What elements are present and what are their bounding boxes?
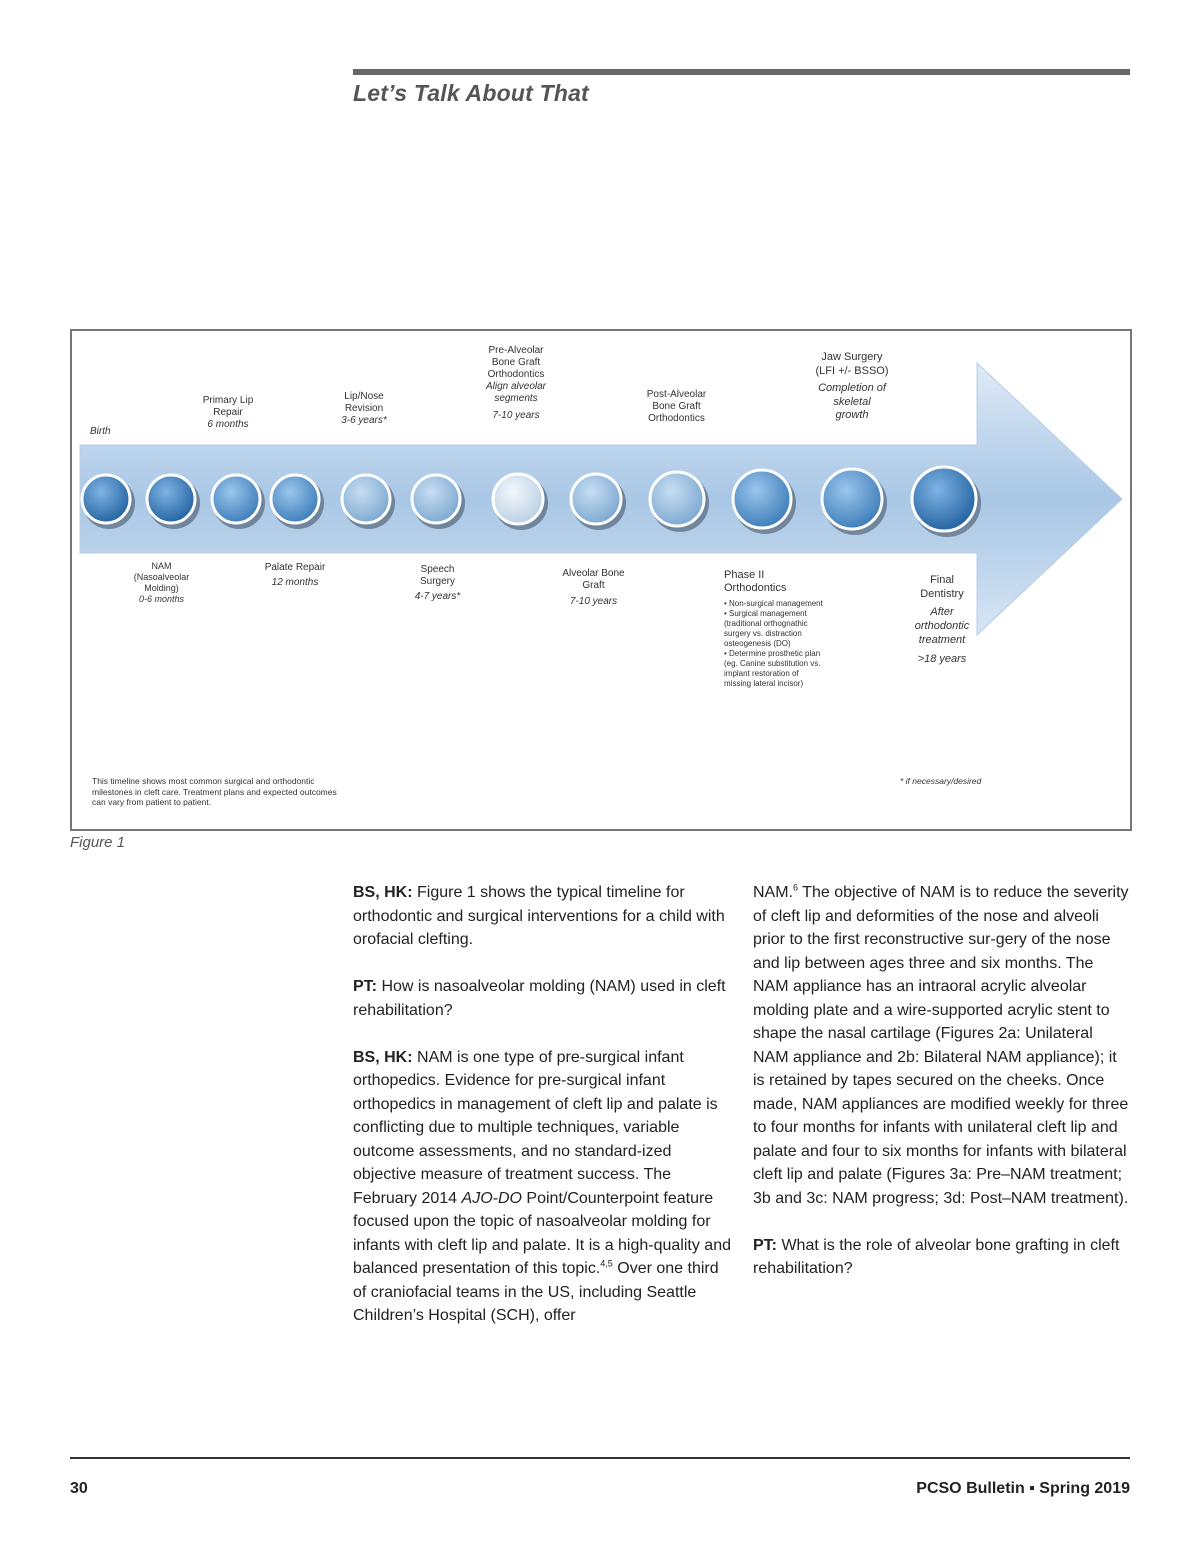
milestone-circle — [493, 474, 543, 524]
figure-caption: Figure 1 — [70, 834, 126, 851]
milestone-circle — [271, 475, 319, 523]
label-pre-alveolar: Pre-Alveolar Bone Graft Orthodontics Align alveolar segments 7-10 years — [485, 345, 547, 421]
top-rule — [353, 69, 1130, 75]
milestone-circle — [912, 467, 976, 531]
bottom-rule — [70, 1457, 1130, 1459]
figure-asterisk-note: * if necessary/desired — [900, 776, 982, 786]
label-birth: Birth — [90, 426, 111, 437]
phase-2-list — [724, 599, 824, 689]
milestone-circle — [342, 475, 390, 523]
paragraph: BS, HK: Figure 1 shows the typical timeline for orthodontic and surgical interventions for a child with orofacial clefting. — [353, 884, 725, 948]
paragraph: PT: How is nasoalveolar molding (NAM) used in cleft rehabilitation? — [353, 978, 726, 1019]
milestone-circle — [571, 474, 621, 524]
body-column-left — [353, 881, 731, 1351]
phase-2-item: • Determine prosthetic plan (eg. Canine substitution vs. implant restoration of missing lateral incisor) — [724, 649, 821, 688]
milestone-circle — [650, 472, 704, 526]
label-palate-repair: Palate Repair 12 months — [264, 562, 326, 588]
label-alveolar-bone-graft: Alveolar Bone Graft 7-10 years — [562, 568, 625, 607]
milestone-circle — [212, 475, 260, 523]
label-primary-lip-repair: Primary Lip Repair 6 months — [202, 395, 254, 430]
footer-publication: PCSO Bulletin ▪ Spring 2019 — [916, 1480, 1130, 1497]
label-nam: NAM (Nasoalveolar Molding) 0-6 months — [133, 561, 190, 604]
milestone-circle — [733, 470, 791, 528]
label-post-alveolar: Post-Alveolar Bone Graft Orthodontics — [646, 389, 707, 424]
phase-2-item: • Non-surgical management — [724, 599, 823, 608]
label-phase-2: Phase II Orthodontics — [724, 569, 787, 594]
label-lip-nose-revision: Lip/Nose Revision 3-6 years* — [341, 391, 387, 426]
milestone-circle — [412, 475, 460, 523]
figure-footnote: This timeline shows most common surgical and orthodontic milestones in cleft care. Treatment plans and expected outcomes can vary from patient to patient. — [92, 776, 337, 807]
page-number: 30 — [70, 1480, 88, 1497]
label-speech-surgery: Speech Surgery 4-7 years* — [414, 564, 461, 602]
phase-2-item: • Surgical management (traditional orthognathic surgery vs. distraction osteogenesis (DO) — [724, 609, 808, 648]
milestone-circle — [822, 469, 882, 529]
label-final-dentistry: Final Dentistry After orthodontic treatment >18 years — [914, 574, 970, 665]
paragraph: NAM.$^6$ The objective of NAM is to reduce the severity of cleft lip and deformities of the nose and alveoli prior to the first reconstructive sur-gery of the nose and lip between ages three and six months. The NAM appliance has an intraoral acrylic alveolar molding plate and a wire-supported acrylic stent to shape the nasal cartilage (Figures 2a: Unilateral NAM appliance and 2b: Bilateral NAM appliance); it is retained by tapes secured on the cheeks. Once made, NAM appliances are modified weekly for three to four months for infants with unilateral cleft lip and palate and four to six months for infants with bilateral cleft lip and palate (Figures 3a: Pre–NAM treatment; 3b and 3c: NAM progress; 3d: Post–NAM treatment). — [753, 882, 1129, 1207]
milestone-circle — [82, 475, 130, 523]
paragraph: BS, HK: NAM is one type of pre-surgical infant orthopedics. Evidence for pre-surgical infant orthopedics in management of cleft lip and palate is conflicting due to multiple techniques, variable outcome assessments, and no standard-ized objective measure of treatment success. The February 2014 AJO-DO Point/Counterpoint feature focused upon the topic of nasoalveolar molding for infants with cleft lip and palate. It is a high-quality and balanced presentation of this topic.$^{4,5}$ Over one third of craniofacial teams in the US, including Seattle Children’s Hospital (SCH), offer — [353, 1048, 731, 1324]
section-title: Let’s Talk About That — [353, 80, 589, 106]
body-column-right — [753, 881, 1131, 1304]
figure-1 — [70, 329, 1132, 831]
paragraph: PT: What is the role of alveolar bone grafting in cleft rehabilitation? — [753, 1236, 1120, 1277]
label-jaw-surgery: Jaw Surgery (LFI +/- BSSO) Completion of skeletal growth — [815, 351, 889, 421]
milestone-circle — [147, 475, 195, 523]
